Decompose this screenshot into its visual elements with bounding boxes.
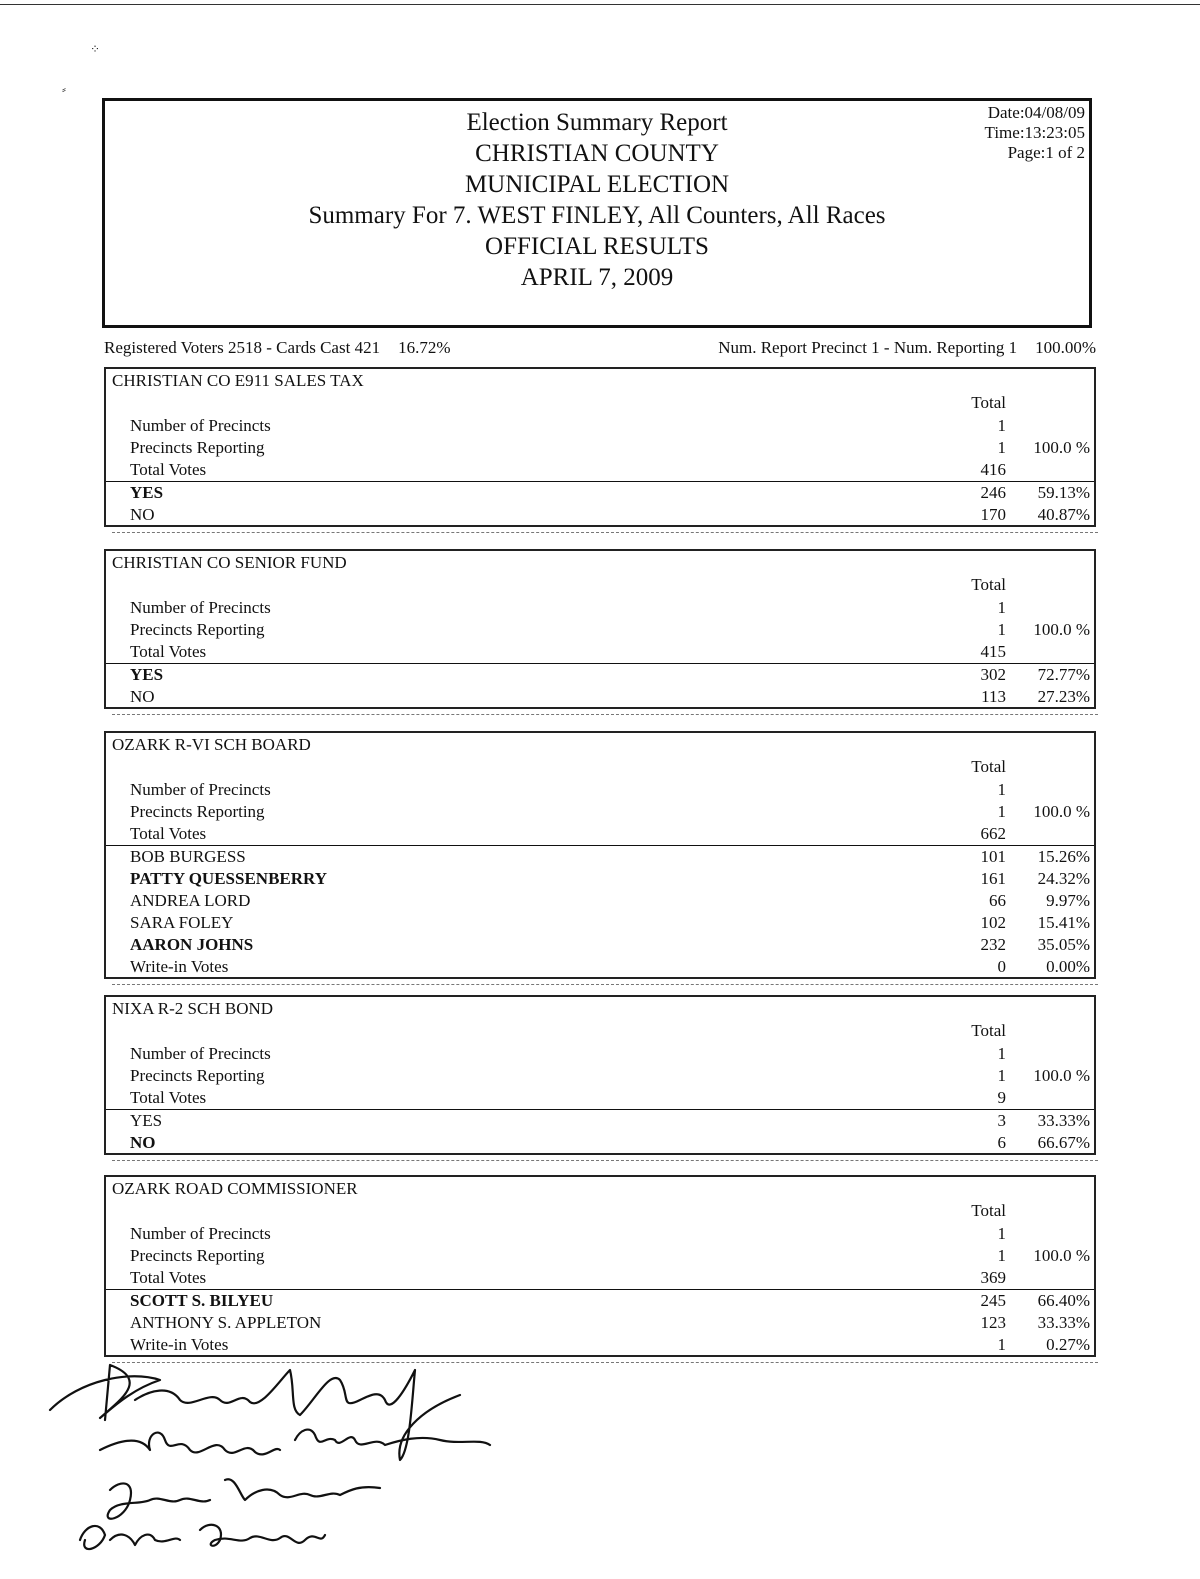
- row-label: NO: [130, 505, 155, 524]
- row-percent: 100.0 %: [1033, 1246, 1090, 1265]
- race-rows: [106, 415, 1094, 526]
- race-rows: [106, 1043, 1094, 1154]
- race-box: [104, 367, 1096, 527]
- choice-row: [106, 890, 1094, 912]
- row-votes: 1: [997, 1066, 1006, 1085]
- row-percent: 100.0 %: [1033, 438, 1090, 457]
- row-label: Total Votes: [130, 1088, 207, 1107]
- choice-row: [106, 934, 1094, 956]
- report-meta: [985, 103, 1085, 163]
- row-percent: 15.41%: [1037, 913, 1090, 932]
- race-box: [104, 549, 1096, 709]
- precinct-reporting-percent: 100.00%: [1035, 338, 1096, 357]
- total-votes-row: [106, 823, 1094, 845]
- row-votes: 1: [997, 1044, 1006, 1063]
- race-title: OZARK ROAD COMMISSIONER: [112, 1179, 358, 1198]
- row-votes: 302: [980, 665, 1006, 684]
- registered-voters: [104, 338, 451, 358]
- precincts-reporting-row: [106, 437, 1094, 459]
- row-percent: 33.33%: [1037, 1111, 1090, 1130]
- election-date: APRIL 7, 2009: [520, 264, 674, 291]
- row-percent: 100.0 %: [1033, 1066, 1090, 1085]
- row-label: PATTY QUESSENBERRY: [130, 869, 327, 888]
- official-signatures: [40, 1340, 520, 1570]
- row-votes: 1: [997, 780, 1006, 799]
- row-votes: 1: [997, 1246, 1006, 1265]
- row-label: Precincts Reporting: [130, 438, 265, 457]
- scan-speck: ⸗: [62, 82, 66, 96]
- choice-row: [106, 912, 1094, 934]
- row-label: Write-in Votes: [130, 1335, 229, 1354]
- total-column-header: Total: [971, 575, 1006, 594]
- total-votes-row: [106, 1267, 1094, 1289]
- scan-top-edge: [0, 4, 1200, 5]
- row-percent: 66.40%: [1037, 1291, 1090, 1310]
- row-percent: 35.05%: [1037, 935, 1090, 954]
- row-label: YES: [130, 665, 164, 684]
- choice-row: [106, 1110, 1094, 1132]
- number-of-precincts-row: [106, 597, 1094, 619]
- row-label: Number of Precincts: [130, 598, 271, 617]
- row-percent: 40.87%: [1037, 505, 1090, 524]
- row-votes: 9: [997, 1088, 1006, 1107]
- total-votes-row: [106, 459, 1094, 481]
- race-box: [104, 731, 1096, 979]
- row-label: NO: [130, 1133, 156, 1152]
- row-label: SARA FOLEY: [130, 913, 234, 932]
- number-of-precincts-row: [106, 779, 1094, 801]
- race-title: NIXA R-2 SCH BOND: [112, 999, 274, 1018]
- row-votes: 1: [997, 416, 1006, 435]
- report-header: [102, 98, 1092, 328]
- row-percent: 27.23%: [1037, 687, 1090, 706]
- row-label: Precincts Reporting: [130, 802, 265, 821]
- row-votes: 123: [980, 1313, 1006, 1332]
- row-label: Total Votes: [130, 824, 207, 843]
- number-of-precincts-row: [106, 415, 1094, 437]
- row-percent: 59.13%: [1037, 483, 1090, 502]
- race-box: [104, 995, 1096, 1155]
- total-column-header: Total: [971, 1201, 1006, 1220]
- results-status: OFFICIAL RESULTS: [485, 233, 709, 260]
- row-votes: 245: [980, 1291, 1006, 1310]
- precincts-reporting-row: [106, 619, 1094, 641]
- number-of-precincts-row: [106, 1223, 1094, 1245]
- row-votes: 1: [997, 802, 1006, 821]
- row-label: Number of Precincts: [130, 1224, 271, 1243]
- choice-row: [106, 1132, 1094, 1154]
- election-name: MUNICIPAL ELECTION: [464, 171, 730, 198]
- row-votes: 232: [980, 935, 1006, 954]
- row-votes: 1: [997, 438, 1006, 457]
- row-label: Total Votes: [130, 460, 207, 479]
- row-votes: 170: [980, 505, 1006, 524]
- row-label: Number of Precincts: [130, 416, 271, 435]
- choice-row: [106, 664, 1094, 686]
- row-label: YES: [130, 483, 164, 502]
- row-votes: 101: [980, 847, 1006, 866]
- row-percent: 33.33%: [1037, 1313, 1090, 1332]
- choice-row: [106, 686, 1094, 708]
- row-votes: 66: [989, 891, 1006, 910]
- race-box: [104, 1175, 1096, 1357]
- report-title: Election Summary Report: [466, 109, 728, 136]
- precincts-reporting-row: [106, 1245, 1094, 1267]
- turnout-summary: [104, 338, 1096, 362]
- row-label: Precincts Reporting: [130, 1066, 265, 1085]
- total-column-header: Total: [971, 393, 1006, 412]
- row-percent: 0.00%: [1046, 957, 1090, 976]
- row-percent: 24.32%: [1037, 869, 1090, 888]
- row-votes: 1: [997, 598, 1006, 617]
- row-label: SCOTT S. BILYEU: [130, 1291, 274, 1310]
- report-time: Time:13:23:05: [984, 123, 1085, 142]
- choice-row: [106, 1290, 1094, 1312]
- choice-row: [106, 1312, 1094, 1334]
- report-date: Date:04/08/09: [987, 103, 1085, 122]
- handwritten-signatures: [40, 1340, 520, 1570]
- row-label: NO: [130, 687, 155, 706]
- row-label: AARON JOHNS: [130, 935, 254, 954]
- row-votes: 246: [980, 483, 1006, 502]
- row-votes: 415: [980, 642, 1006, 661]
- total-votes-row: [106, 641, 1094, 663]
- row-label: Write-in Votes: [130, 957, 229, 976]
- row-label: Number of Precincts: [130, 780, 271, 799]
- race-rows: [106, 597, 1094, 708]
- precincts-reporting-row: [106, 801, 1094, 823]
- total-votes-row: [106, 1087, 1094, 1109]
- precinct-reporting-text: Num. Report Precinct 1 - Num. Reporting 1: [718, 338, 1018, 357]
- row-votes: 662: [980, 824, 1006, 843]
- race-rows: [106, 779, 1094, 978]
- row-percent: 9.97%: [1046, 891, 1090, 910]
- row-percent: 15.26%: [1037, 847, 1090, 866]
- row-percent: 72.77%: [1037, 665, 1090, 684]
- total-column-header: Total: [971, 1021, 1006, 1040]
- race-title: CHRISTIAN CO SENIOR FUND: [112, 553, 347, 572]
- row-label: ANDREA LORD: [130, 891, 251, 910]
- row-votes: 3: [997, 1111, 1006, 1130]
- race-title: OZARK R-VI SCH BOARD: [112, 735, 311, 754]
- turnout-percent: 16.72%: [398, 338, 451, 357]
- row-percent: 0.27%: [1046, 1335, 1090, 1354]
- row-votes: 1: [997, 1335, 1006, 1354]
- row-votes: 113: [981, 687, 1006, 706]
- row-votes: 1: [997, 620, 1006, 639]
- total-column-header: Total: [971, 757, 1006, 776]
- row-votes: 0: [997, 957, 1006, 976]
- row-votes: 369: [980, 1268, 1006, 1287]
- scan-speck: ⁘: [90, 42, 101, 56]
- row-label: YES: [130, 1111, 163, 1130]
- row-votes: 102: [980, 913, 1006, 932]
- race-title: CHRISTIAN CO E911 SALES TAX: [112, 371, 364, 390]
- row-label: Number of Precincts: [130, 1044, 271, 1063]
- row-label: ANTHONY S. APPLETON: [130, 1313, 322, 1332]
- precinct-reporting-summary: [718, 338, 1096, 358]
- choice-row: [106, 868, 1094, 890]
- registered-voters-text: Registered Voters 2518 - Cards Cast 421: [104, 338, 381, 357]
- row-label: Total Votes: [130, 642, 207, 661]
- county-name: CHRISTIAN COUNTY: [475, 140, 719, 167]
- row-label: Precincts Reporting: [130, 620, 265, 639]
- row-votes: 161: [980, 869, 1006, 888]
- row-votes: 416: [980, 460, 1006, 479]
- summary-scope: Summary For 7. WEST FINLEY, All Counters, All Races: [308, 202, 886, 229]
- row-votes: 6: [997, 1133, 1006, 1152]
- choice-row: [106, 504, 1094, 526]
- race-rows: [106, 1223, 1094, 1356]
- row-label: Precincts Reporting: [130, 1246, 265, 1265]
- report-page: Page:1 of 2: [1007, 143, 1085, 162]
- row-percent: 66.67%: [1037, 1133, 1090, 1152]
- number-of-precincts-row: [106, 1043, 1094, 1065]
- row-votes: 1: [997, 1224, 1006, 1243]
- row-percent: 100.0 %: [1033, 620, 1090, 639]
- choice-row: [106, 956, 1094, 978]
- precincts-reporting-row: [106, 1065, 1094, 1087]
- row-label: Total Votes: [130, 1268, 207, 1287]
- choice-row: [106, 482, 1094, 504]
- row-label: BOB BURGESS: [130, 847, 246, 866]
- report-title-block: [105, 107, 1089, 293]
- row-percent: 100.0 %: [1033, 802, 1090, 821]
- choice-row: [106, 846, 1094, 868]
